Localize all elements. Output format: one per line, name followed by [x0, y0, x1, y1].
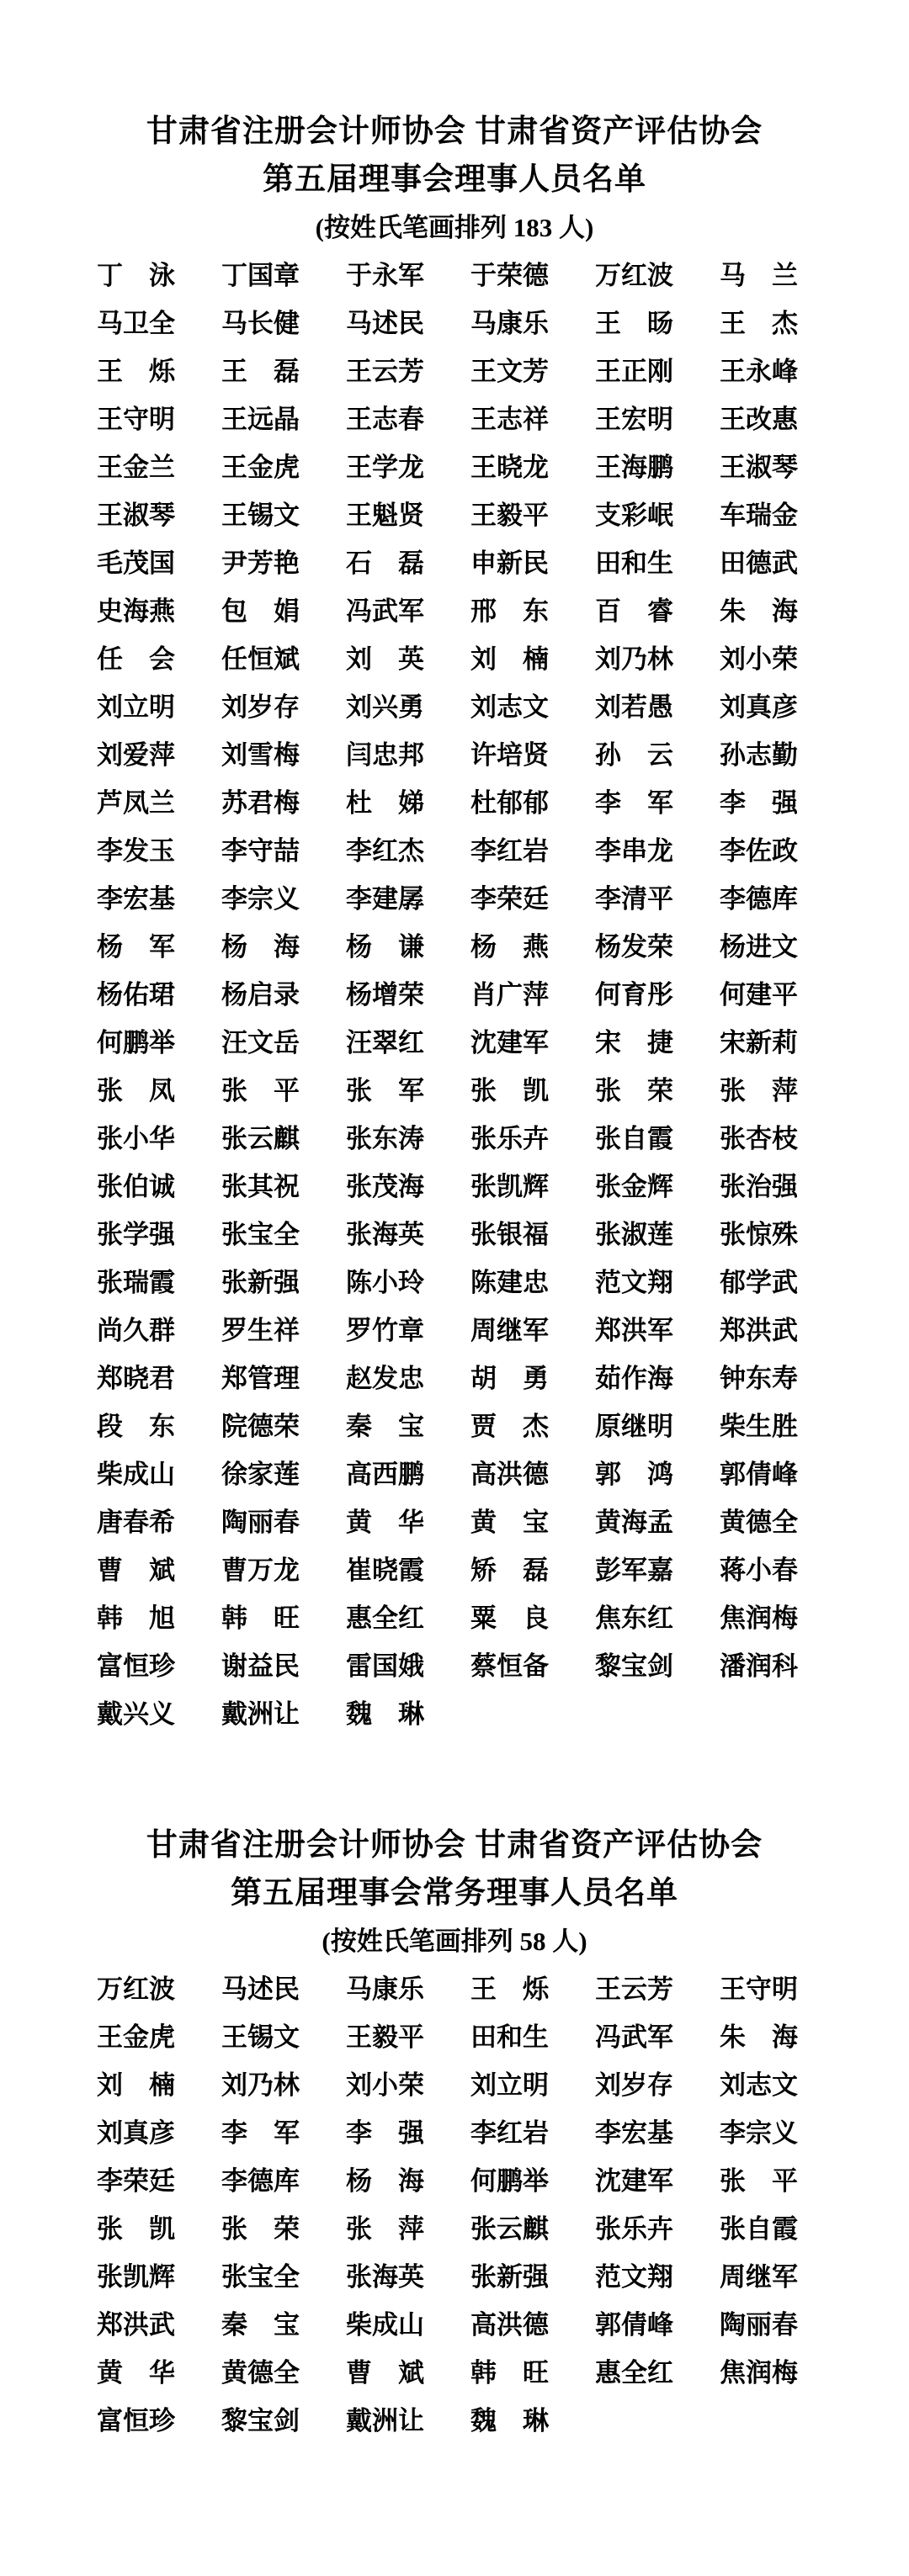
person-name: 杨 海: [221, 932, 300, 962]
name-row: [0, 2253, 909, 2301]
person-name: 刘 志 文: [720, 2070, 798, 2100]
name-row: [0, 827, 909, 875]
person-name: 柴 成 山: [346, 2310, 424, 2340]
person-name: 焦 润 梅: [720, 1603, 798, 1633]
person-name: 张 平: [221, 1076, 300, 1105]
person-name: 杨 谦: [346, 932, 424, 962]
person-name: 李 军: [221, 2118, 300, 2148]
person-name: 王 烁: [97, 357, 175, 386]
person-name: 许 培 贤: [470, 740, 549, 770]
person-name: 黄 海 孟: [595, 1508, 673, 1537]
person-name: 田 和 生: [595, 549, 673, 578]
name-row: [0, 923, 909, 971]
person-name: 于 荣 德: [470, 261, 549, 290]
person-name: 张 军: [346, 1076, 424, 1105]
person-name: 王 金 虎: [97, 2022, 175, 2052]
person-name: 刘 小 荣: [720, 644, 798, 674]
person-name: 李 德 库: [720, 884, 798, 914]
person-name: 李 宗 义: [720, 2118, 798, 2148]
person-name: 刘 英: [346, 644, 424, 674]
name-row: [0, 1211, 909, 1259]
person-name: 张 惊 殊: [720, 1220, 798, 1249]
person-name: 丁 国 章: [221, 261, 300, 290]
name-row: [0, 2013, 909, 2061]
person-name: 戴 洲 让: [221, 1699, 300, 1729]
person-name: 王 远 晶: [221, 405, 300, 434]
person-name: 王 毅 平: [470, 501, 549, 530]
person-name: 王 宏 明: [595, 405, 673, 434]
name-row: [0, 2205, 909, 2253]
name-row: [0, 1402, 909, 1450]
person-name: 贾 杰: [470, 1412, 549, 1441]
person-name: 刘 小 荣: [346, 2070, 424, 2100]
name-row: [0, 1498, 909, 1546]
person-name: 刘 乃 林: [595, 644, 673, 674]
person-name: 苏 君 梅: [221, 788, 300, 818]
person-name: 王 磊: [221, 357, 300, 386]
person-name: 宋 新 莉: [720, 1028, 798, 1057]
person-name: 沈 建 军: [595, 2166, 673, 2196]
person-name: 任 恒 斌: [221, 644, 300, 674]
person-name: 黄 华: [346, 1508, 424, 1537]
person-name: 刘 真 彦: [97, 2118, 175, 2148]
person-name: 粟 良: [470, 1603, 549, 1633]
name-row: [0, 731, 909, 779]
name-row: [0, 2061, 909, 2109]
person-name: 张 伯 诚: [97, 1172, 175, 1201]
person-name: 张 云 麒: [221, 1124, 300, 1153]
person-name: 李 德 库: [221, 2166, 300, 2196]
name-row: [0, 2397, 909, 2445]
person-name: 张 自 霞: [595, 1124, 673, 1153]
name-row: [0, 1354, 909, 1402]
person-name: 冯 武 军: [346, 596, 424, 626]
person-name: 秦 宝: [221, 2310, 300, 2340]
person-name: 李 串 龙: [595, 836, 673, 866]
person-name: 曹 斌: [346, 2358, 424, 2388]
person-name: 秦 宝: [346, 1412, 424, 1441]
person-name: 张 宝 全: [221, 2262, 300, 2292]
person-name: 张 荣: [221, 2214, 300, 2244]
person-name: 黄 华: [97, 2358, 175, 2388]
person-name: 张 凯 辉: [470, 1172, 549, 1201]
person-name: 王 金 虎: [221, 453, 300, 482]
person-name: 郑 洪 军: [595, 1316, 673, 1345]
person-name: 高 洪 德: [470, 2310, 549, 2340]
person-name: 富 恒 珍: [97, 1651, 175, 1681]
person-name: 李 建 孱: [346, 884, 424, 914]
person-name: 刘 岁 存: [595, 2070, 673, 2100]
person-name: 院 德 荣: [221, 1412, 300, 1441]
name-grid: [0, 1965, 909, 2445]
person-name: 杨 增 荣: [346, 980, 424, 1010]
person-name: 惠 全 红: [595, 2358, 673, 2388]
name-row: [0, 395, 909, 443]
sort-note: (按姓氏笔画排列 183 人): [315, 213, 594, 242]
person-name: 罗 竹 章: [346, 1316, 424, 1345]
person-name: 韩 旺: [221, 1603, 300, 1633]
person-name: 申 新 民: [470, 549, 549, 578]
person-name: 富 恒 珍: [97, 2406, 175, 2436]
person-name: 马 康 乐: [470, 309, 549, 338]
person-name: 冯 武 军: [595, 2022, 673, 2052]
person-name: 曹 万 龙: [221, 1556, 300, 1585]
person-name: 戴 洲 让: [346, 2406, 424, 2436]
person-name: 茹 作 海: [595, 1364, 673, 1393]
name-row: [0, 971, 909, 1019]
person-name: 刘 立 明: [470, 2070, 549, 2100]
person-name: 汪 翠 红: [346, 1028, 424, 1057]
person-name: 马 述 民: [221, 1974, 300, 2004]
person-name: 任 会: [97, 644, 175, 674]
person-name: 朱 海: [720, 596, 798, 626]
person-name: 于 永 军: [346, 261, 424, 290]
person-name: 刘 真 彦: [720, 692, 798, 722]
person-name: 高 西 鹏: [346, 1460, 424, 1489]
person-name: 丁 泳: [97, 261, 175, 290]
person-name: 黄 宝: [470, 1508, 549, 1537]
person-name: 李 佐 政: [720, 836, 798, 866]
name-row: [0, 1163, 909, 1211]
person-name: 张 淑 莲: [595, 1220, 673, 1249]
person-name: 何 鹏 举: [97, 1028, 175, 1057]
person-name: 潘 润 科: [720, 1651, 798, 1681]
name-row: [0, 2301, 909, 2349]
person-name: 张 荣: [595, 1076, 673, 1105]
person-name: 柴 生 胜: [720, 1412, 798, 1441]
person-name: 李 发 玉: [97, 836, 175, 866]
person-name: 王 永 峰: [720, 357, 798, 386]
name-row: [0, 1067, 909, 1115]
person-name: 戴 兴 义: [97, 1699, 175, 1729]
name-row: [0, 1115, 909, 1163]
person-name: 王 锡 文: [221, 501, 300, 530]
person-name: 田 德 武: [720, 549, 798, 578]
person-name: 王 魁 贤: [346, 501, 424, 530]
person-name: 蔡 恒 备: [470, 1651, 549, 1681]
person-name: 曹 斌: [97, 1556, 175, 1585]
association-names-title: 甘肃省注册会计师协会 甘肃省资产评估协会: [146, 114, 763, 149]
person-name: 肖 广 萍: [470, 980, 549, 1010]
section-executive-directors: [0, 1821, 909, 2445]
person-name: 焦 润 梅: [720, 2358, 798, 2388]
person-name: 李 强: [720, 788, 798, 818]
person-name: 杨 海: [346, 2166, 424, 2196]
person-name: 张 其 祝: [221, 1172, 300, 1201]
person-name: 马 康 乐: [346, 1974, 424, 2004]
person-name: 刘 志 文: [470, 692, 549, 722]
person-name: 郁 学 武: [720, 1268, 798, 1297]
person-name: 孙 志 勤: [720, 740, 798, 770]
person-name: 徐 家 莲: [221, 1460, 300, 1489]
person-name: 雷 国 娥: [346, 1651, 424, 1681]
name-row: [0, 2109, 909, 2157]
person-name: 张 海 英: [346, 1220, 424, 1249]
person-name: 陈 建 忠: [470, 1268, 549, 1297]
person-name: 杨 佑 珺: [97, 980, 175, 1010]
name-row: [0, 1594, 909, 1642]
person-name: 刘 乃 林: [221, 2070, 300, 2100]
name-row: [0, 875, 909, 923]
person-name: 王 守 明: [720, 1974, 798, 2004]
person-name: 周 继 军: [470, 1316, 549, 1345]
person-name: 李 荣 廷: [470, 884, 549, 914]
person-name: 王 正 刚: [595, 357, 673, 386]
person-name: 王 毅 平: [346, 2022, 424, 2052]
person-name: 刘 爱 萍: [97, 740, 175, 770]
person-name: 黄 德 全: [221, 2358, 300, 2388]
name-row: [0, 587, 909, 635]
person-name: 张 金 辉: [595, 1172, 673, 1201]
person-name: 朱 海: [720, 2022, 798, 2052]
name-row: [0, 1307, 909, 1354]
person-name: 包 娟: [221, 596, 300, 626]
person-name: 李 宏 基: [595, 2118, 673, 2148]
name-row: [0, 635, 909, 683]
person-name: 尚 久 群: [97, 1316, 175, 1345]
person-name: 万 红 波: [595, 261, 673, 290]
person-name: 蒋 小 春: [720, 1556, 798, 1585]
person-name: 闫 忠 邦: [346, 740, 424, 770]
name-row: [0, 347, 909, 395]
person-name: 张 新 强: [221, 1268, 300, 1297]
person-name: 陶 丽 春: [720, 2310, 798, 2340]
person-name: 刘 若 愚: [595, 692, 673, 722]
person-name: 李 强: [346, 2118, 424, 2148]
person-name: 王 改 惠: [720, 405, 798, 434]
person-name: 张 学 强: [97, 1220, 175, 1249]
person-name: 王 志 春: [346, 405, 424, 434]
person-name: 张 萍: [720, 1076, 798, 1105]
person-name: 张 萍: [346, 2214, 424, 2244]
name-row: [0, 1690, 909, 1738]
name-grid: [0, 252, 909, 1738]
person-name: 张 银 福: [470, 1220, 549, 1249]
person-name: 李 守 喆: [221, 836, 300, 866]
person-name: 黄 德 全: [720, 1508, 798, 1537]
person-name: 杜 娣: [346, 788, 424, 818]
person-name: 汪 文 岳: [221, 1028, 300, 1057]
person-name: 张 平: [720, 2166, 798, 2196]
person-name: 柴 成 山: [97, 1460, 175, 1489]
person-name: 百 睿: [595, 596, 673, 626]
person-name: 李 荣 廷: [97, 2166, 175, 2196]
person-name: 张 宝 全: [221, 1220, 300, 1249]
person-name: 郑 晓 君: [97, 1364, 175, 1393]
sort-note: (按姓氏笔画排列 58 人): [322, 1927, 587, 1956]
person-name: 范 文 翔: [595, 1268, 673, 1297]
person-name: 惠 全 红: [346, 1603, 424, 1633]
person-name: 郑 管 理: [221, 1364, 300, 1393]
name-row: [0, 1019, 909, 1067]
person-name: 何 建 平: [720, 980, 798, 1010]
person-name: 王 旸: [595, 309, 673, 338]
person-name: 刘 岁 存: [221, 692, 300, 722]
person-name: 芦 凤 兰: [97, 788, 175, 818]
person-name: 周 继 军: [720, 2262, 798, 2292]
person-name: 李 军: [595, 788, 673, 818]
person-name: 毛 茂 国: [97, 549, 175, 578]
person-name: 王 守 明: [97, 405, 175, 434]
person-name: 唐 春 希: [97, 1508, 175, 1537]
person-name: 张 茂 海: [346, 1172, 424, 1201]
person-name: 郭 鸿: [595, 1460, 673, 1489]
person-name: 郭 倩 峰: [595, 2310, 673, 2340]
person-name: 张 海 英: [346, 2262, 424, 2292]
person-name: 李 红 杰: [346, 836, 424, 866]
person-name: 崔 晓 霞: [346, 1556, 424, 1585]
section-directors: [0, 108, 909, 1738]
person-name: 王 锡 文: [221, 2022, 300, 2052]
person-name: 沈 建 军: [470, 1028, 549, 1057]
person-name: 王 淑 琴: [97, 501, 175, 530]
person-name: 马 兰: [720, 261, 798, 290]
person-name: 原 继 明: [595, 1412, 673, 1441]
person-name: 范 文 翔: [595, 2262, 673, 2292]
person-name: 万 红 波: [97, 1974, 175, 2004]
person-name: 王 学 龙: [346, 453, 424, 482]
name-row: [0, 1259, 909, 1307]
list-title: 第五届理事会理事人员名单: [263, 162, 646, 197]
name-row: [0, 2157, 909, 2205]
name-row: [0, 2349, 909, 2397]
person-name: 张 乐 卉: [595, 2214, 673, 2244]
name-row: [0, 1450, 909, 1498]
person-name: 李 宗 义: [221, 884, 300, 914]
person-name: 韩 旭: [97, 1603, 175, 1633]
person-name: 彭 军 嘉: [595, 1556, 673, 1585]
name-row: [0, 1546, 909, 1594]
name-row: [0, 779, 909, 827]
person-name: 车 瑞 金: [720, 501, 798, 530]
person-name: 张 治 强: [720, 1172, 798, 1201]
person-name: 张 新 强: [470, 2262, 549, 2292]
person-name: 刘 立 明: [97, 692, 175, 722]
person-name: 王 金 兰: [97, 453, 175, 482]
person-name: 孙 云: [595, 740, 673, 770]
person-name: 王 晓 龙: [470, 453, 549, 482]
person-name: 尹 芳 艳: [221, 549, 300, 578]
person-name: 何 育 彤: [595, 980, 673, 1010]
name-row: [0, 299, 909, 347]
person-name: 王 杰: [720, 309, 798, 338]
person-name: 何 鹏 举: [470, 2166, 549, 2196]
person-name: 张 东 涛: [346, 1124, 424, 1153]
person-name: 郭 倩 峰: [720, 1460, 798, 1489]
name-row: [0, 1965, 909, 2013]
person-name: 张 乐 卉: [470, 1124, 549, 1153]
person-name: 刘 楠: [470, 644, 549, 674]
person-name: 焦 东 红: [595, 1603, 673, 1633]
person-name: 黎 宝 剑: [595, 1651, 673, 1681]
person-name: 杨 启 录: [221, 980, 300, 1010]
person-name: 刘 楠: [97, 2070, 175, 2100]
person-name: 邢 东: [470, 596, 549, 626]
name-row: [0, 683, 909, 731]
person-name: 张 瑞 霞: [97, 1268, 175, 1297]
person-name: 高 洪 德: [470, 1460, 549, 1489]
person-name: 陶 丽 春: [221, 1508, 300, 1537]
person-name: 宋 捷: [595, 1028, 673, 1057]
person-name: 魏 琳: [470, 2406, 549, 2436]
person-name: 李 红 岩: [470, 836, 549, 866]
person-name: 张 云 麒: [470, 2214, 549, 2244]
name-row: [0, 491, 909, 539]
name-row: [0, 1642, 909, 1690]
person-name: 段 东: [97, 1412, 175, 1441]
person-name: 李 清 平: [595, 884, 673, 914]
person-name: 马 长 健: [221, 309, 300, 338]
person-name: 李 红 岩: [470, 2118, 549, 2148]
person-name: 郑 洪 武: [97, 2310, 175, 2340]
person-name: 支 彩 岷: [595, 501, 673, 530]
person-name: 张 凯: [97, 2214, 175, 2244]
person-name: 杨 军: [97, 932, 175, 962]
person-name: 钟 东 寿: [720, 1364, 798, 1393]
person-name: 李 宏 基: [97, 884, 175, 914]
person-name: 王 云 芳: [346, 357, 424, 386]
name-row: [0, 539, 909, 587]
person-name: 赵 发 忠: [346, 1364, 424, 1393]
person-name: 韩 旺: [470, 2358, 549, 2388]
name-row: [0, 443, 909, 491]
person-name: 史 海 燕: [97, 596, 175, 626]
person-name: 杨 进 文: [720, 932, 798, 962]
person-name: 张 自 霞: [720, 2214, 798, 2244]
person-name: 魏 琳: [346, 1699, 424, 1729]
person-name: 田 和 生: [470, 2022, 549, 2052]
person-name: 王 文 芳: [470, 357, 549, 386]
person-name: 王 海 鹏: [595, 453, 673, 482]
person-name: 张 凯 辉: [97, 2262, 175, 2292]
person-name: 王 志 祥: [470, 405, 549, 434]
person-name: 马 述 民: [346, 309, 424, 338]
person-name: 马 卫 全: [97, 309, 175, 338]
person-name: 张 凯: [470, 1076, 549, 1105]
person-name: 杨 燕: [470, 932, 549, 962]
person-name: 罗 生 祥: [221, 1316, 300, 1345]
person-name: 黎 宝 剑: [221, 2406, 300, 2436]
person-name: 王 淑 琴: [720, 453, 798, 482]
person-name: 矫 磊: [470, 1556, 549, 1585]
person-name: 胡 勇: [470, 1364, 549, 1393]
person-name: 石 磊: [346, 549, 424, 578]
list-title: 第五届理事会常务理事人员名单: [231, 1876, 678, 1911]
person-name: 刘 兴 勇: [346, 692, 424, 722]
person-name: 王 烁: [470, 1974, 549, 2004]
person-name: 刘 雪 梅: [221, 740, 300, 770]
person-name: 谢 益 民: [221, 1651, 300, 1681]
person-name: 杨 发 荣: [595, 932, 673, 962]
person-name: 王 云 芳: [595, 1974, 673, 2004]
person-name: 张 杏 枝: [720, 1124, 798, 1153]
person-name: 张 小 华: [97, 1124, 175, 1153]
person-name: 郑 洪 武: [720, 1316, 798, 1345]
person-name: 陈 小 玲: [346, 1268, 424, 1297]
person-name: 杜 郁 郁: [470, 788, 549, 818]
association-names-title: 甘肃省注册会计师协会 甘肃省资产评估协会: [146, 1828, 763, 1863]
name-row: [0, 252, 909, 299]
person-name: 张 凤: [97, 1076, 175, 1105]
